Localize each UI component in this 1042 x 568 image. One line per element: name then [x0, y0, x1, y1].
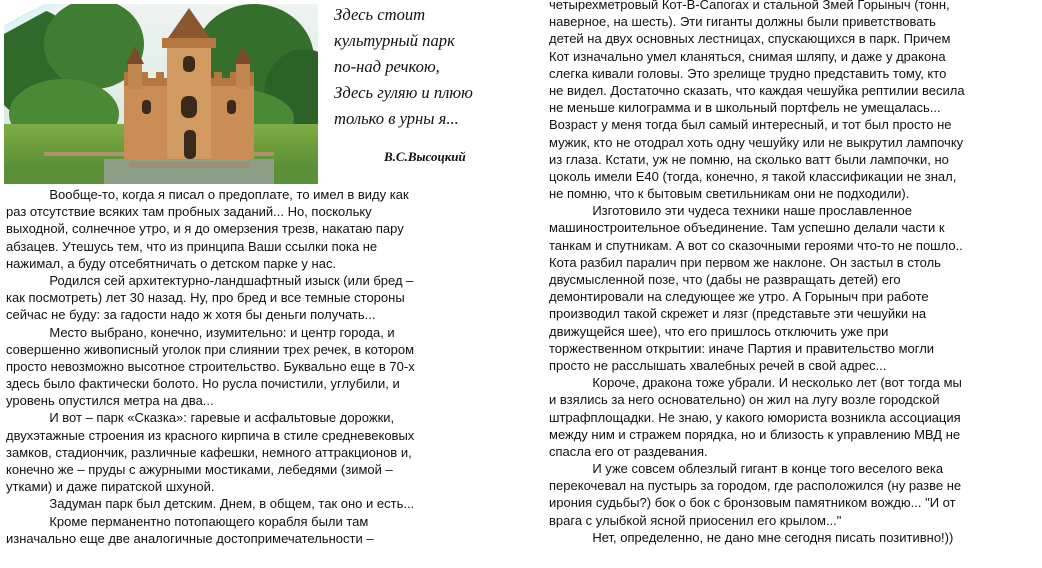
text-line: просто невозможно высотное строительство. Буквально еще в 70-х — [6, 358, 415, 374]
text-line: четырехметровый Кот-В-Сапогах и стальной Змей Горыныч (тонн, — [549, 0, 950, 12]
text-line: Нет, определенно, не дано мне сегодня писать позитивно!)) — [549, 529, 954, 545]
text-line: И вот – парк «Сказка»: гаревые и асфальтовые дорожки, — [6, 410, 395, 426]
text-line: двусмысленной позе, что (дабы не развращать детей) его — [549, 272, 901, 287]
text-line: замков, стадиончик, различные кафешки, немного аттракционов и, — [6, 444, 412, 460]
text-line: Место выбрано, конечно, изумительно: и центр города, и — [6, 324, 395, 340]
text-line: машиностроительное объединение. Там успешно делали части к — [549, 220, 945, 236]
text-line: выходной, солнечное утро, и я до омерзения трезв, накатаю пару — [6, 221, 404, 237]
poem-line: только в урны я... — [334, 109, 459, 128]
text-line: конечно же – пруды с ажурными мостиками, лебедями (зимой – — [6, 462, 393, 477]
text-line: производил такой скрежет и лязг (представьте эти чешуйки на — [549, 306, 927, 322]
text-line: здесь было фактически болото. Но русла почистили, углубили, и — [6, 376, 400, 392]
text-line: цоколь имели Е40 (тогда, конечно, я такой классификации не знал, — [549, 168, 957, 184]
text-line: И уже совсем облезлый гигант в конце того веселого века — [549, 461, 944, 477]
text-line: не помню, что к бытовым светильникам они не подходили). — [549, 186, 910, 202]
text-line: и взялись за него основательно) он жил на лугу возле городской — [549, 392, 940, 408]
text-line: совершенно живописный уголок при слиянии трех речек, в котором — [6, 341, 415, 357]
text-line: Кроме перманентно потопающего корабля были там — [6, 513, 369, 529]
text-line: наверное, на шесть). Эти гиганты должны были приветствовать — [549, 14, 936, 30]
text-line: нажимал, а буду отсебятничать о детском парке у нас. — [6, 255, 337, 271]
right-text-column — [549, 0, 965, 546]
text-line: не видел. Достаточно сказать, что каждая чешуйка рептилии весила — [549, 82, 965, 98]
text-line: штрафплощадки. Не знаю, у какого юмориста возникла ассоциация — [549, 409, 961, 425]
text-line: танкам и спутникам. А вот со сказочными героями что-то не пошло.. — [549, 237, 963, 253]
text-line: просто не расслышать хвалебных речей в свой адрес... — [549, 357, 887, 373]
text-line: врага с улыбкой ясной приосенил его крылом..." — [549, 512, 842, 528]
poem-line: Здесь гуляю и плюю — [334, 83, 473, 102]
text-line: уровень опустился метра на два... — [6, 393, 214, 409]
text-line: движущейся шее), что его пришлось отключить уже при — [549, 323, 889, 339]
epigraph-poem — [334, 2, 514, 132]
text-line: из глаза. Кстати, уж не помню, на сколько ватт были лампочки, но — [549, 151, 949, 167]
text-line: торжественном открытии: иначе Партия и правительство могли — [549, 340, 935, 356]
text-line: Кот изначально умел кланяться, снимая шляпу, и даже у дракона — [549, 48, 946, 64]
text-line: раз отсутствие всяких там пробных заданий... Но, поскольку — [6, 204, 372, 220]
text-line: Изготовило эти чудеса техники наше прославленное — [549, 203, 912, 219]
text-line: слегка кивали головы. Это зрелище трудно представить тому, кто — [549, 65, 947, 81]
castle-photo — [4, 4, 318, 184]
text-line: абзацев. Утешусь тем, что из принципа Ваши ссылки пока не — [6, 238, 378, 254]
text-line: детей на двух основных лестницах, спускающихся в парк. Причем — [549, 31, 951, 47]
text-line: Короче, дракона тоже убрали. И несколько лет (вот тогда мы — [549, 375, 962, 391]
text-line: ирония судьбы?) бок о бок с бронзовым памятником вождю... "И от — [549, 495, 956, 511]
poem-line: по-над речкою, — [334, 57, 440, 76]
text-line: утками) и даже пиратской шхуной. — [6, 479, 215, 495]
text-line: демонтировали на следующее же утро. А Горыныч при работе — [549, 289, 929, 305]
text-line: изначально еще две аналогичные достопримечательности – — [6, 530, 374, 546]
text-line: Задуман парк был детским. Днем, в общем, так оно и есть... — [6, 496, 415, 512]
text-line: сейчас не буду: за гадости надо ж хотя бы деньги получать... — [6, 307, 376, 323]
text-line: Возраст у меня тогда был самый интересный, и тот был просто не — [549, 117, 952, 133]
text-line: двухэтажные строения из красного кирпича в стиле средневековых — [6, 427, 415, 443]
poem-author: В.С.Высоцкий — [384, 149, 466, 164]
text-line: Вообще-то, когда я писал о предоплате, то имел в виду как — [6, 187, 409, 202]
poem-line: Здесь стоит — [334, 5, 426, 24]
left-text-column — [6, 186, 415, 547]
text-line: мужик, кто не отодрал хоть одну чешуйку или не выкрутил лампочку — [549, 134, 964, 150]
text-line: как посмотреть) лет 30 назад. Ну, про бред и все темные стороны — [6, 290, 405, 306]
text-line: Родился сей архитектурно-ландшафтный изыск (или бред – — [6, 272, 414, 288]
poem-line: культурный парк — [334, 31, 455, 50]
text-line: Кота разбил паралич при первом же наклоне. Он застыл в столь — [549, 254, 941, 270]
text-line: перекочевал на пустырь за городом, где расположился (ну разве не — [549, 478, 962, 494]
castle-tower-illustration — [4, 4, 318, 184]
text-line: не меньше килограмма и в школьный портфель не умещалась... — [549, 100, 941, 116]
text-line: между ним и стражем порядка, но и близость к управлению МВД не — [549, 426, 961, 442]
text-line: спасла его от раздевания. — [549, 443, 708, 459]
